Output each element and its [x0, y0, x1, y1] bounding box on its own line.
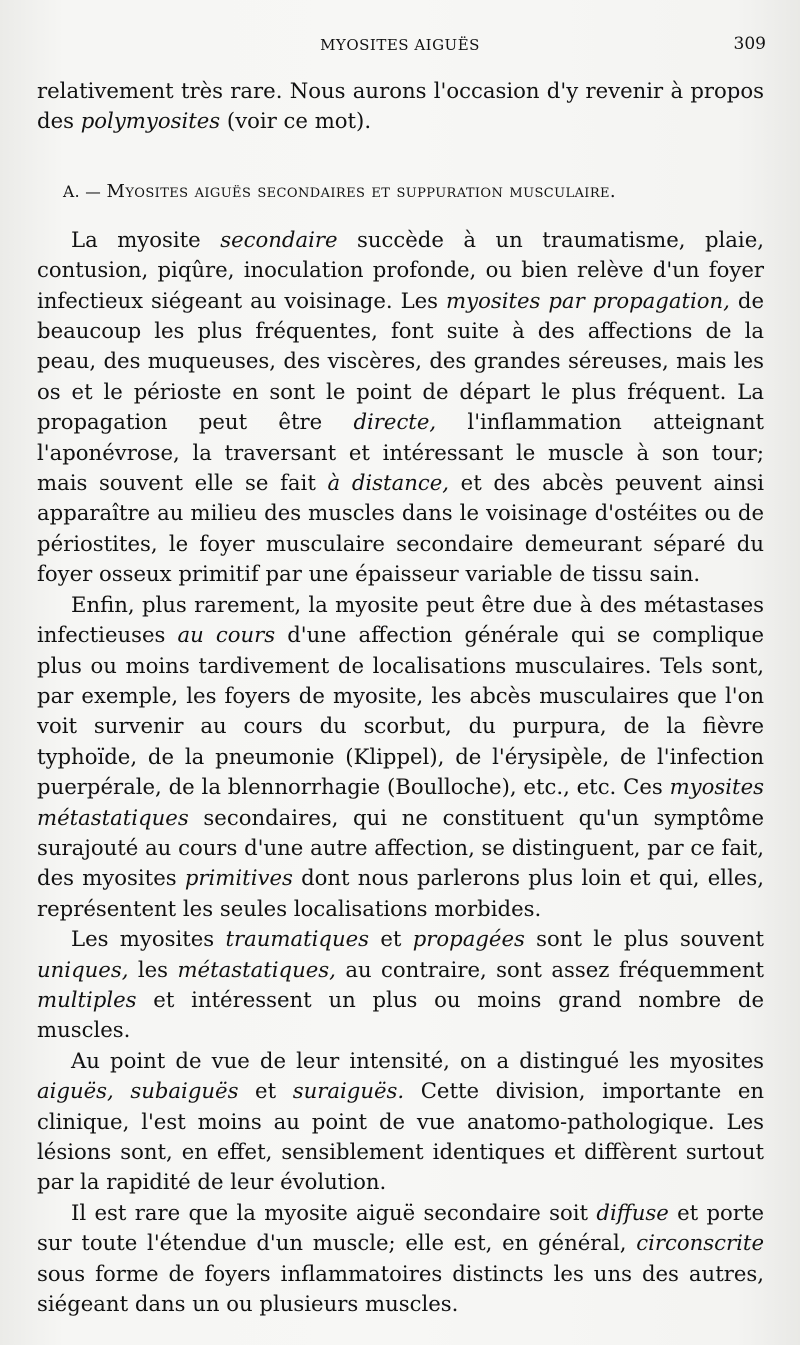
paragraph-continuation: relativement très rare. Nous aurons l'occasion d'y revenir à propos des polymyosites (voir ce mot).: [37, 78, 764, 134]
running-title: MYOSITES AIGUËS: [320, 36, 480, 54]
paragraph-multiplicity: Les myosites traumatiques et propagées sont le plus souvent uniques, les métastatiques, au contraire, sont assez fréquemment multiples et intéressent un plus ou moins grand nombre de muscles.: [37, 926, 764, 1043]
paragraph-metastatic: Enfin, plus rarement, la myosite peut être due à des métastases infectieuses au cours d'une affection générale qui se complique plus ou moins tardivement de localisations musculaires. Tels sont, par exemple, les foyers de myosite, les abcès musculaires que l'on voit survenir au cours du scorbut, du purpura, de la fièvre typhoïde, de la pneumonie (Klippel), de l'érysipèle, de l'infection puerpérale, de la blennorrhagie (Boulloche), etc., etc. Ces myosites métastatiques secondaires, qui ne constituent qu'un symptôme surajouté au cours d'une autre affection, se distinguent, par ce fait, des myosites primitives dont nous parlerons plus loin et qui, elles, représentent les seules localisations morbides.: [37, 591, 764, 921]
paragraph-extent: Il est rare que la myosite aiguë secondaire soit diffuse et porte sur toute l'étendue d'un muscle; elle est, en général, circonscrite sous forme de foyers inflammatoires distincts les uns des autres, siégeant dans un ou plusieurs muscles.: [37, 1199, 764, 1317]
page-header: [0, 34, 800, 58]
section-title: Myosites aiguës secondaires et suppuration musculaire.: [106, 180, 617, 202]
paragraph-secondary-myositis: La myosite secondaire succède à un traumatisme, plaie, contusion, piqûre, inoculation profonde, ou bien relève d'un foyer infectieux siégeant au voisinage. Les myosites par propagation, de beaucoup les plus fréquentes, font suite à des affections de la peau, des muqueuses, des viscères, des grandes séreuses, mais les os et le périoste en sont le point de départ le plus fréquent. La propagation peut être directe, l'inflammation atteignant l'aponévrose, la traversant et intéressant le muscle à son tour; mais souvent elle se fait à distance, et des abcès peuvent ainsi apparaître au milieu des muscles dans le voisinage d'ostéites ou de périostites, le foyer musculaire secondaire demeurant séparé du foyer osseux primitif par une épaisseur variable de tissu sain.: [37, 226, 765, 587]
page-number: 309: [733, 34, 766, 54]
body-text: [37, 76, 764, 1319]
paragraph-intensity: Au point de vue de leur intensité, on a distingué les myosites aiguës, subaiguës et suraiguës. Cette division, importante en clinique, l'est moins au point de vue anatomo-pathologique. Les lésions sont, en effet, sensiblement identiques et diffèrent surtout par la rapidité de leur évolution.: [37, 1047, 764, 1195]
section-letter: A. —: [63, 182, 102, 201]
section-heading: [37, 179, 764, 205]
